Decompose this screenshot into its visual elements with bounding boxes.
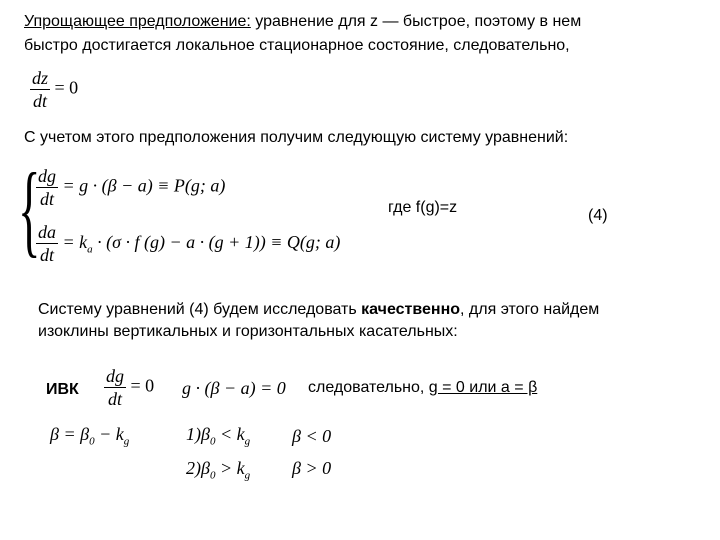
intro-line-2: быстро достигается локальное стационарное состояние, следовательно,	[24, 37, 570, 54]
fraction-numerator: da	[38, 222, 56, 242]
analysis-line-2: изоклины вертикальных и горизонтальных касательных:	[38, 323, 458, 340]
case-1-result: β < 0	[292, 426, 332, 446]
emphasis-qualitative: качественно	[361, 301, 461, 318]
fraction-denominator: dt	[39, 189, 54, 209]
ivk-label: ИВК	[46, 381, 79, 398]
case-2-result: β > 0	[292, 458, 332, 478]
fraction-denominator: dt	[39, 245, 54, 265]
ivk-equation	[104, 366, 154, 409]
equation-rhs: = $k_a \cdot (\sigma \cdot f$ (g) − a · (g + 1)) ≡ Q(g; a)	[62, 231, 341, 256]
fraction-da-dt	[36, 222, 58, 265]
equation-rhs: = g · (β − a) ≡ P(g; a)	[62, 175, 226, 196]
ivk-consequence: следовательно, g = 0 или a = β	[308, 379, 538, 396]
analysis-line-1: Систему уравнений (4) будем исследовать качественно, для этого найдем	[38, 301, 600, 318]
system-brace-icon: {	[18, 152, 41, 267]
assumption-heading: Упрощающее предположение:	[24, 13, 251, 30]
equation-dz-dt	[30, 68, 78, 111]
where-clause: где f(g)=z	[388, 199, 458, 216]
equation-rhs: = 0	[50, 77, 79, 98]
fraction-numerator: dg	[106, 366, 124, 386]
case-2-condition: $2)\beta_0 > k_g$	[186, 458, 251, 482]
fraction-dg-dt	[104, 366, 126, 409]
fraction-numerator: dg	[38, 166, 56, 186]
system-intro: С учетом этого предположения получим следующую систему уравнений:	[24, 129, 569, 146]
fraction-numerator: dz	[32, 68, 49, 88]
ivk-solutions: g = 0 или a = β	[428, 379, 538, 396]
system-equation-1	[36, 166, 225, 209]
fraction-denominator: dt	[33, 91, 48, 111]
fraction-denominator: dt	[107, 389, 122, 409]
intro-line-1	[24, 12, 581, 32]
ivk-product-equation: g · (β − a) = 0	[182, 378, 286, 398]
equation-rhs: = 0	[126, 375, 155, 396]
system-equation-2	[36, 222, 340, 265]
case-1-condition: $1)\beta_0 < k_g$	[186, 424, 251, 448]
equation-number: (4)	[588, 207, 608, 224]
fraction-dg-dt	[36, 166, 58, 209]
intro-line-1-text: уравнение для z — быстрое, поэтому в нем	[250, 13, 582, 30]
fraction-dz-dt	[30, 68, 50, 111]
beta-definition: $\beta = \beta_0 - k_g$	[50, 424, 130, 448]
